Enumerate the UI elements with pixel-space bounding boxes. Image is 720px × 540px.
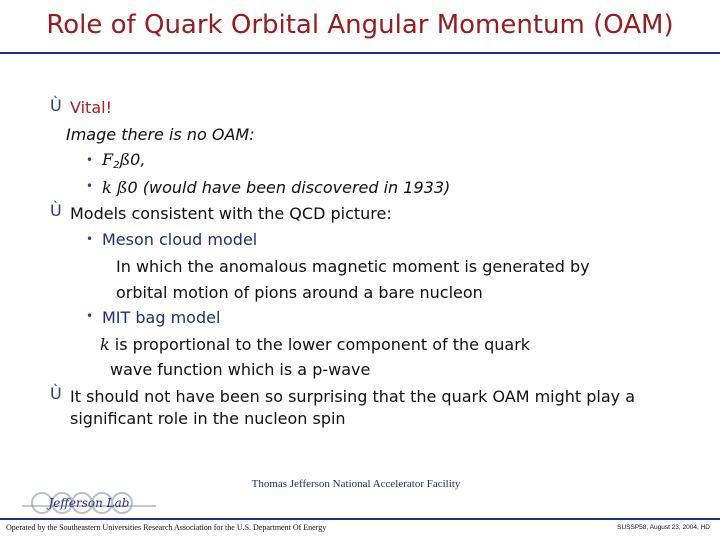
slide-title: Role of Quark Orbital Angular Momentum (OAM) bbox=[46, 10, 674, 40]
main-bullet-marker: Ù bbox=[50, 96, 62, 115]
relation-symbol: ß bbox=[116, 178, 128, 197]
models-line: Models consistent with the QCD picture: bbox=[70, 204, 392, 223]
no-oam-line: Image there is no OAM: bbox=[66, 125, 255, 144]
event-date: SUSSP58, August 23, 2004, HD bbox=[617, 524, 710, 531]
f2-line bbox=[102, 150, 145, 176]
meson-explanation-2: orbital motion of pions around a bare nucleon bbox=[116, 283, 483, 302]
meson-cloud-label: Meson cloud model bbox=[102, 230, 258, 249]
jefferson-lab-logo bbox=[14, 492, 164, 514]
f-subscript: 2 bbox=[113, 160, 120, 171]
slide-footer bbox=[0, 478, 720, 540]
bag-explanation-text: is proportional to the lower component of the quark bbox=[109, 335, 531, 354]
bag-explanation-1 bbox=[100, 335, 530, 355]
main-bullet-marker: Ù bbox=[50, 201, 62, 220]
relation-symbol: ß bbox=[119, 150, 131, 169]
f-symbol: F bbox=[102, 150, 114, 169]
lab-name: Thomas Jefferson National Accelerator Facility bbox=[251, 478, 461, 490]
logo-text: Jefferson Lab bbox=[48, 496, 130, 510]
meson-explanation-1: In which the anomalous magnetic moment is generated by bbox=[116, 257, 590, 276]
kappa-value: 0 (would have been discovered in 1933) bbox=[127, 178, 451, 197]
kappa-line bbox=[102, 178, 450, 198]
footer-divider bbox=[0, 518, 720, 520]
bag-explanation-2: wave function which is a p-wave bbox=[110, 360, 371, 379]
mit-bag-label: MIT bag model bbox=[102, 308, 221, 327]
f2-value: 0, bbox=[130, 150, 146, 169]
sub-bullet-marker: • bbox=[86, 232, 94, 246]
kappa-symbol: k bbox=[100, 335, 110, 354]
vital-text: Vital! bbox=[70, 98, 112, 117]
sub-bullet-marker: • bbox=[86, 309, 94, 323]
logo-graphic bbox=[14, 492, 164, 514]
sub-bullet-marker: • bbox=[86, 179, 94, 193]
surprise-line-1: It should not have been so surprising that the quark OAM might play a bbox=[70, 387, 636, 406]
surprise-line-2: significant role in the nucleon spin bbox=[70, 409, 346, 428]
main-bullet-marker: Ù bbox=[50, 384, 62, 403]
sub-bullet-marker: • bbox=[86, 153, 94, 167]
operated-by-text: Operated by the Southeastern Universities Research Association for the U.S. Department Of Energy bbox=[6, 523, 327, 532]
kappa-symbol: k bbox=[102, 178, 112, 197]
